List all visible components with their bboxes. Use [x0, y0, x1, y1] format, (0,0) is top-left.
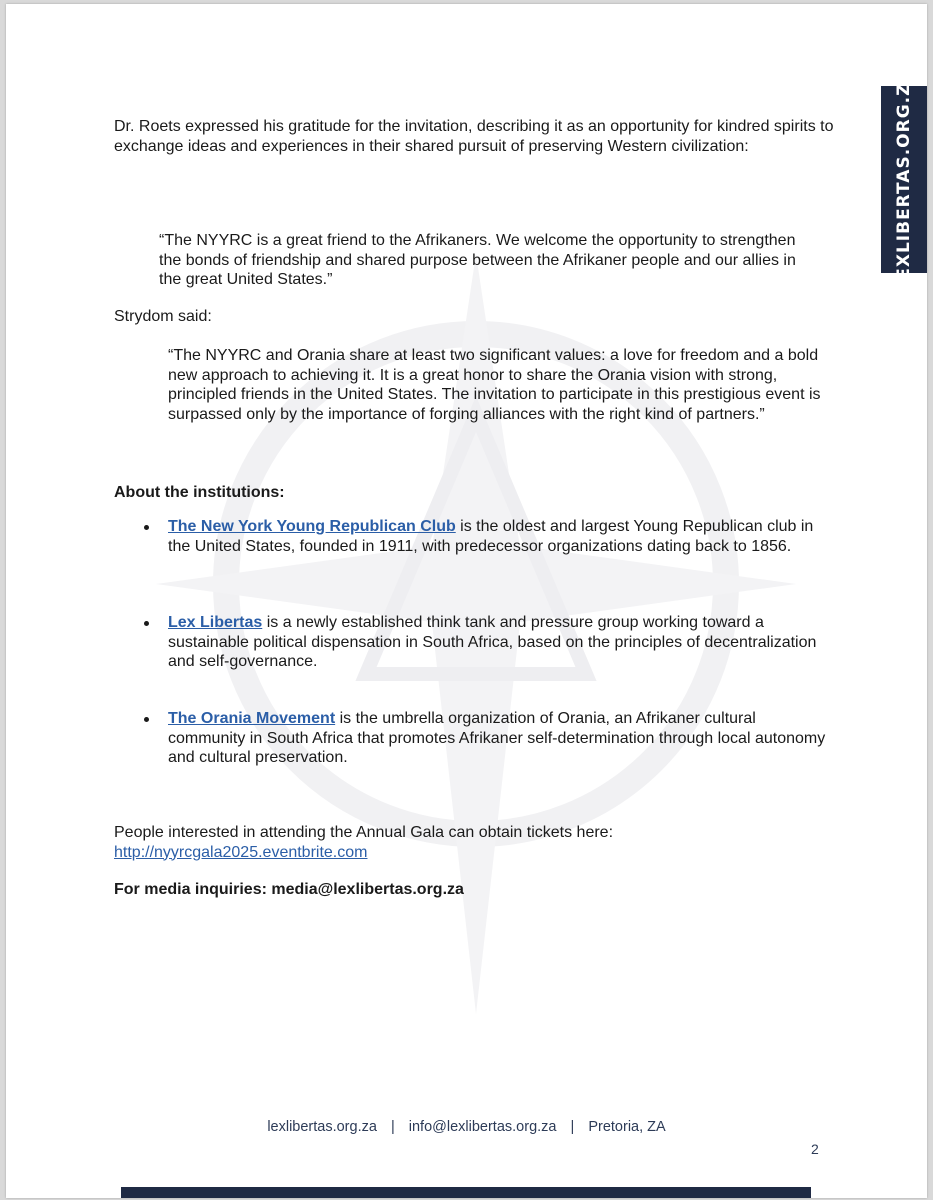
website-side-tab — [881, 67, 927, 292]
orania-link[interactable]: The Orania Movement — [168, 710, 336, 727]
about-heading: About the institutions: — [114, 484, 285, 501]
footer-bar — [121, 1187, 811, 1198]
bullet-icon — [144, 717, 149, 722]
footer-website[interactable]: lexlibertas.org.za — [267, 1119, 377, 1135]
bullet-icon — [144, 525, 149, 530]
institution-item-lex-libertas — [168, 613, 828, 672]
nyyrc-description: is the oldest and largest Young Republican club in the United States, founded in 1911, with predecessor organizations dating back to 1856. — [168, 518, 814, 555]
page-footer — [6, 1119, 927, 1135]
side-tab-text: LEXLIBERTAS.ORG.ZA — [894, 67, 914, 292]
roets-quote: “The NYYRC is a great friend to the Afrikaners. We welcome the opportunity to strengthen the bonds of friendship and shared purpose between the Afrikaner people and our allies in the great United States.” — [159, 232, 796, 288]
intro-paragraph: Dr. Roets expressed his gratitude for the invitation, describing it as an opportunity for kindred spirits to exchange ideas and experiences in their shared pursuit of preserving Western civilization: — [114, 118, 834, 155]
footer-location: Pretoria, ZA — [588, 1119, 666, 1135]
page-number: 2 — [811, 1141, 819, 1157]
footer-email[interactable]: info@lexlibertas.org.za — [408, 1119, 557, 1135]
bullet-icon — [144, 621, 149, 626]
strydom-quote: “The NYYRC and Orania share at least two significant values: a love for freedom and a bold new approach to achieving it. It is a great honor to share the Orania vision with strong, principled friends in the United States. The invitation to participate in this prestigious event is surpassed only by the importance of forging alliances with the right kind of partners.” — [168, 347, 821, 423]
institution-item-nyyrc — [168, 517, 828, 556]
tickets-text: People interested in attending the Annual Gala can obtain tickets here: — [114, 824, 614, 841]
footer-separator: | — [390, 1119, 395, 1135]
strydom-intro: Strydom said: — [114, 308, 212, 325]
nyyrc-link[interactable]: The New York Young Republican Club — [168, 518, 456, 535]
document-page — [6, 4, 927, 1198]
institution-item-orania — [168, 709, 828, 768]
orania-description: is the umbrella organization of Orania, an Afrikaner cultural community in South Africa that promotes Afrikaner self-determination through local autonomy and cultural preservation. — [168, 710, 826, 766]
media-inquiries: For media inquiries: media@lexlibertas.org.za — [114, 881, 464, 898]
tickets-paragraph — [114, 823, 814, 862]
lex-libertas-description: is a newly established think tank and pressure group working toward a sustainable political dispensation in South Africa, based on the principles of decentralization and self-governance. — [168, 614, 817, 670]
lex-libertas-link[interactable]: Lex Libertas — [168, 614, 263, 631]
tickets-link[interactable]: http://nyyrcgala2025.eventbrite.com — [114, 843, 368, 861]
footer-separator: | — [570, 1119, 575, 1135]
